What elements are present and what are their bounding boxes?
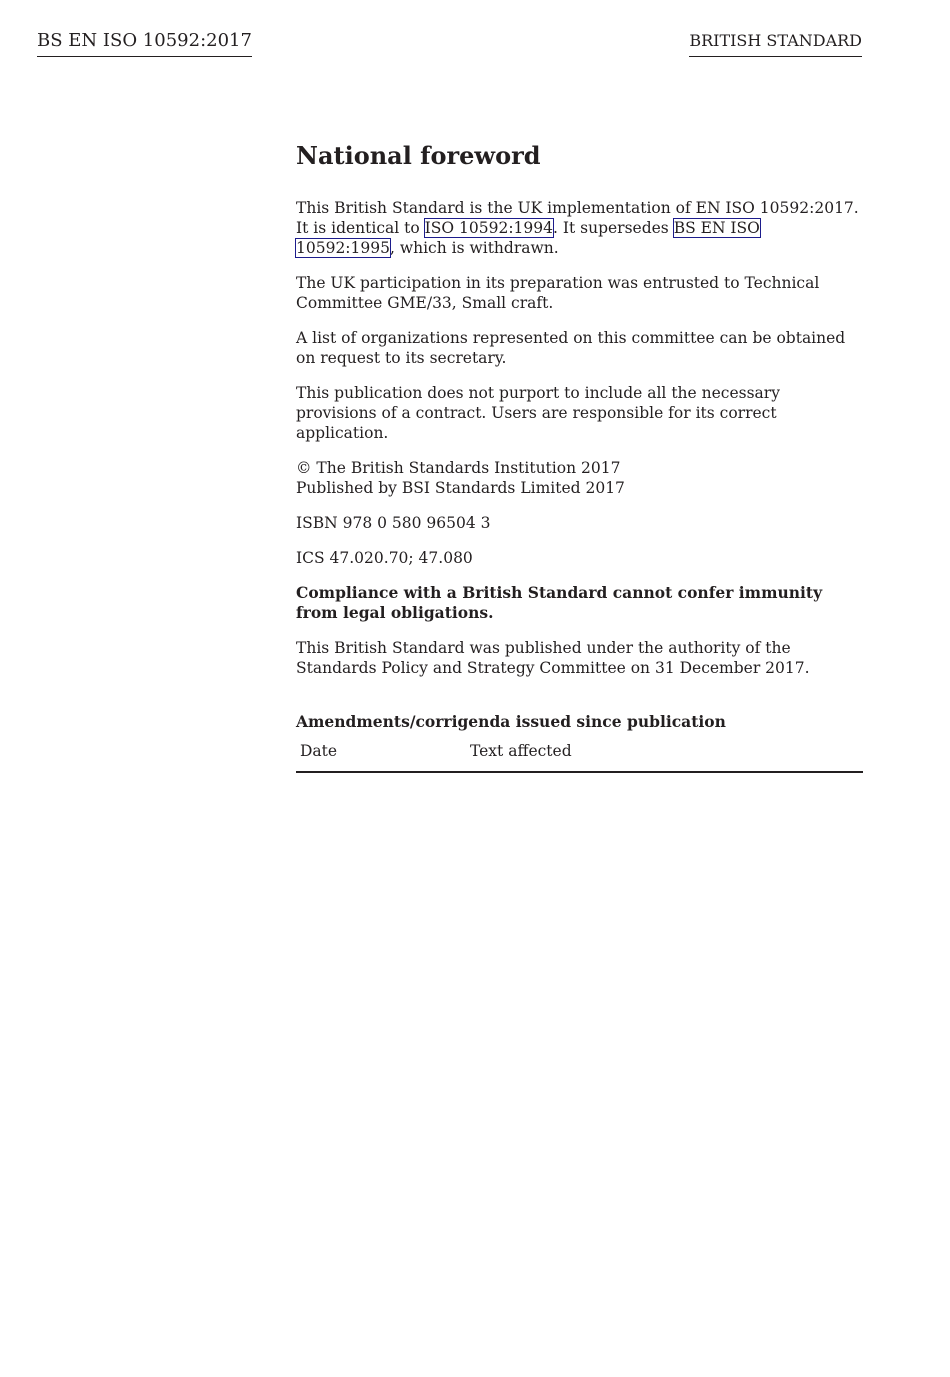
committee-paragraph: The UK participation in its preparation was entrusted to Technical Committee GME/33, Small craft. <box>296 274 820 312</box>
implementation-text-b: . It supersedes <box>553 219 674 237</box>
table-header-row <box>296 742 863 772</box>
compliance-statement: Compliance with a British Standard cannot confer immunity from legal obligations. <box>296 583 823 622</box>
amendments-heading: Amendments/corrigenda issued since publication <box>296 712 726 731</box>
isbn-line: ISBN 978 0 580 96504 3 <box>296 514 491 532</box>
contract-paragraph: This publication does not purport to include all the necessary provisions of a contract. Users are responsible for its correct application. <box>296 384 780 442</box>
iso-10592-1994-link[interactable]: ISO 10592:1994 <box>424 219 553 237</box>
bs-en-iso-10592-1995-link[interactable]: BS EN ISO 10592:1995 <box>296 219 760 257</box>
amendments-table <box>296 742 863 773</box>
organizations-paragraph: A list of organizations represented on this committee can be obtained on request to its secretary. <box>296 329 846 367</box>
foreword-section <box>296 140 863 773</box>
implementation-text-c: , which is withdrawn. <box>389 239 559 257</box>
authority-paragraph: This British Standard was published under the authority of the Standards Policy and Strategy Committee on 31 December 2017. <box>296 639 810 677</box>
british-standard-header: BRITISH STANDARD <box>689 31 862 57</box>
copyright-block <box>296 458 863 498</box>
ics-line: ICS 47.020.70; 47.080 <box>296 549 473 567</box>
implementation-paragraph <box>296 198 863 258</box>
date-column-header: Date <box>296 742 466 772</box>
page-title: National foreword <box>296 141 541 170</box>
document-id-header: BS EN ISO 10592:2017 <box>37 30 252 57</box>
publisher-line: Published by BSI Standards Limited 2017 <box>296 479 625 497</box>
implementation-text-a: This British Standard is the UK implementation of EN ISO 10592:2017. It is identical to <box>296 199 859 237</box>
text-affected-column-header: Text affected <box>466 742 863 772</box>
copyright-line: © The British Standards Institution 2017 <box>296 459 621 477</box>
